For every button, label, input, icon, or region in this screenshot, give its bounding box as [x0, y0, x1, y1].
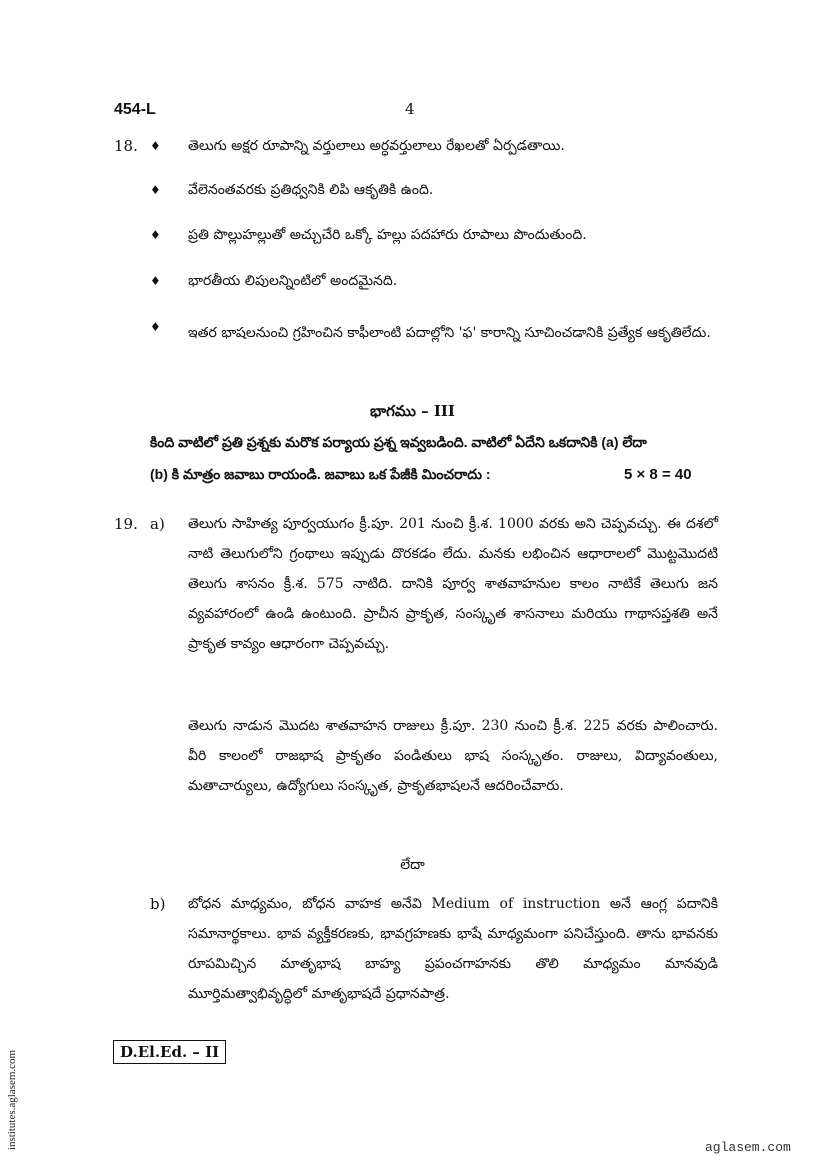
brand-watermark: aglasem.com — [705, 1140, 791, 1155]
q18-item-2: వేలెనంతవరకు ప్రతిధ్వనికి లిపి ఆకృతికి ఉంది. — [188, 182, 434, 198]
diamond-bullet-icon: ♦ — [150, 183, 161, 197]
diamond-bullet-icon: ♦ — [150, 320, 161, 334]
section-title: భాగము – III — [370, 402, 455, 420]
question-19-number: 19. — [114, 515, 138, 533]
question-18-number: 18. — [114, 137, 138, 155]
side-watermark-text: institutes.aglasem.com — [6, 1049, 18, 1151]
q19-b-paragraph: బోధన మాధ్యమం, బోధన వాహక అనేవి Medium of instruction అనే ఆంగ్ల పదానికి సమానార్థకాలు. భావ వ్యక్తీకరణకు, భావగ్రహణకు భాషే మాధ్యమంగా పనిచేస్తుంది. తాను భావనకు రూపమిచ్చిన మాతృభాష బాహ్య ప్రపంచగాహనకు తొలి మాధ్యమం మానవుడి మూర్తిమత్వాభివృద్ధిలో మాతృభాషదే ప్రధానపాత్ర. — [188, 896, 718, 1002]
page-number: 4 — [405, 100, 415, 118]
diamond-bullet-icon: ♦ — [150, 139, 161, 153]
q19-a-paragraph-1: తెలుగు సాహిత్య పూర్వయుగం క్రీ.పూ. 201 నుంచి క్రీ.శ. 1000 వరకు అని చెప్పవచ్చు. ఈ దశలో నాటి తెలుగులోని గ్రంథాలు ఇప్పుడు దొరకడం లేదు. మనకు లభించిన ఆధారాలలో మొట్టమొదటి తెలుగు శాసనం క్రీ.శ. 575 నాటిది. దానికి పూర్వ శాతవాహనుల కాలం నాటికే తెలుగు జన వ్యవహారంలో ఉండి ఉంటుంది. ప్రాచీన ప్రాకృత, సంస్కృత శాసనాలు మరియు గాథాసప్తశతి అనే ప్రాకృత కావ్యం ఆధారంగా చెప్పవచ్చు. — [188, 516, 718, 652]
diamond-bullet-icon: ♦ — [150, 228, 161, 242]
q18-item-3: ప్రతి పొల్లుహల్లుతో అచ్చుచేరి ఒక్కో హల్లు పదహారు రూపాలు పొందుతుంది. — [188, 227, 587, 243]
section-instruction-line1: కింది వాటిలో ప్రతి ప్రశ్నకు మరొక పర్యాయ ప్రశ్న ఇవ్వబడింది. వాటిలో ఏదేని ఒకదానికి (a) లేదా — [150, 434, 647, 450]
section-instruction-line2: (b) కి మాత్రం జవాబు రాయండి. జవాబు ఒక పేజీకి మించరాదు : — [150, 466, 491, 482]
or-separator: లేదా — [400, 857, 425, 873]
option-b-label: b) — [150, 895, 166, 913]
q18-item-5: ఇతర భాషలనుంచి గ్రహించిన కాఫీలాంటి పదాల్లోని 'ఫ' కారాన్ని సూచించడానికి ప్రత్యేక ఆకృతిలేదు. — [188, 325, 711, 341]
q18-item-1: తెలుగు అక్షర రూపాన్ని వర్తులాలు అర్ధవర్తులాలు రేఖలతో ఏర్పడతాయి. — [188, 138, 565, 154]
q19-a-paragraph-2: తెలుగు నాడున మొదట శాతవాహన రాజులు క్రీ.పూ. 230 నుంచి క్రీ.శ. 225 వరకు పాలించారు. వీరి కాలంలో రాజభాష ప్రాకృతం పండితులు భాష సంస్కృతం. రాజులు, విద్యావంతులు, మతాచార్యులు, ఉద్యోగులు సంస్కృత, ప్రాకృతభాషలనే ఆదరించేవారు. — [188, 718, 718, 794]
paper-code: 454-L — [114, 101, 156, 118]
side-watermark — [3, 1040, 21, 1160]
course-label: D.El.Ed. – II — [113, 1040, 226, 1064]
option-a-label: a) — [150, 515, 165, 533]
diamond-bullet-icon: ♦ — [150, 274, 161, 288]
q18-item-4: భారతీయ లిపులన్నింటిలో అందమైనది. — [188, 273, 398, 289]
section-marks: 5 × 8 = 40 — [624, 466, 692, 483]
